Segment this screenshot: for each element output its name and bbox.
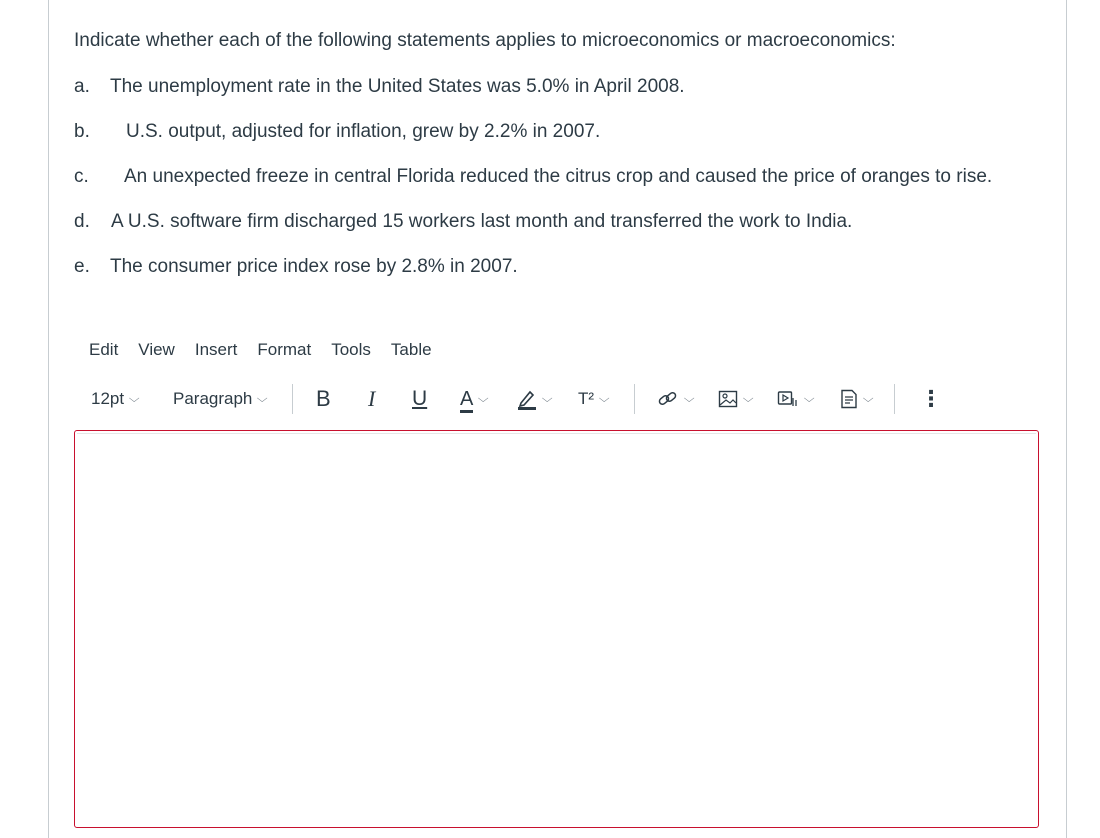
highlight-button[interactable]	[517, 380, 551, 418]
chevron-down-icon: ⌵	[541, 392, 553, 405]
highlight-icon	[517, 388, 537, 410]
media-icon	[777, 389, 799, 409]
menu-tools[interactable]: Tools	[331, 340, 371, 359]
text-color-icon	[460, 388, 473, 411]
chevron-down-icon: ⌵	[803, 392, 815, 405]
menu-table[interactable]: Table	[390, 340, 432, 359]
font-size-value: 12pt	[91, 389, 125, 408]
menu-edit[interactable]: Edit	[89, 340, 119, 359]
editor-menubar	[89, 340, 452, 360]
link-icon	[657, 389, 679, 409]
chevron-down-icon: ⌵	[683, 392, 695, 405]
block-format-value: Paragraph	[173, 389, 253, 408]
italic-button[interactable]	[368, 380, 375, 418]
chevron-down-icon: ⌵	[742, 392, 754, 405]
statement-letter: b.	[74, 121, 90, 142]
statement-text: A U.S. software firm discharged 15 workers last month and transferred the work to India.	[111, 211, 853, 232]
bold-button[interactable]	[316, 380, 331, 418]
statement-text: The unemployment rate in the United States was 5.0% in April 2008.	[110, 76, 685, 97]
page-frame-right	[1066, 0, 1067, 838]
menu-format[interactable]: Format	[257, 340, 312, 359]
bold-label: B	[316, 386, 331, 411]
chevron-down-icon: ⌵	[257, 392, 268, 405]
statement-text: U.S. output, adjusted for inflation, grew by 2.2% in 2007.	[126, 121, 601, 142]
menu-insert[interactable]: Insert	[194, 340, 238, 359]
italic-label: I	[368, 386, 376, 411]
text-color-label: A	[460, 387, 474, 410]
editor-content[interactable]	[77, 433, 1036, 825]
statement-letter: c.	[74, 166, 89, 187]
underline-button[interactable]	[412, 380, 427, 418]
media-button[interactable]	[777, 380, 813, 418]
more-icon: ⋮	[920, 386, 942, 411]
statement-letter: d.	[74, 211, 90, 232]
link-button[interactable]	[657, 380, 693, 418]
toolbar-separator	[292, 384, 293, 414]
rich-text-editor[interactable]	[74, 430, 1039, 828]
statement-letter: e.	[74, 256, 90, 277]
image-icon	[718, 389, 738, 409]
image-button[interactable]	[718, 380, 752, 418]
document-icon	[840, 389, 858, 409]
page-frame-left	[48, 0, 49, 838]
toolbar-separator	[894, 384, 895, 414]
toolbar-separator	[634, 384, 635, 414]
text-color-swatch	[460, 410, 473, 413]
font-size-select[interactable]	[91, 380, 138, 418]
more-options-button[interactable]	[920, 380, 942, 418]
chevron-down-icon: ⌵	[862, 392, 874, 405]
statement-text: An unexpected freeze in central Florida reduced the citrus crop and caused the price of oranges to rise.	[124, 166, 993, 187]
block-format-select[interactable]	[173, 380, 267, 418]
menu-view[interactable]: View	[138, 340, 175, 359]
statement-text: The consumer price index rose by 2.8% in 2007.	[110, 256, 518, 277]
document-button[interactable]	[840, 380, 872, 418]
chevron-down-icon: ⌵	[478, 392, 489, 405]
statement-letter: a.	[74, 76, 90, 97]
underline-label: U	[412, 387, 428, 410]
text-color-button[interactable]	[460, 380, 488, 418]
chevron-down-icon: ⌵	[128, 392, 140, 405]
question-prompt: Indicate whether each of the following statements applies to microeconomics or macroeconomics:	[74, 30, 896, 51]
editor-toolbar	[80, 380, 960, 418]
chevron-down-icon: ⌵	[598, 392, 610, 405]
superscript-icon: T²	[578, 389, 595, 408]
superscript-button[interactable]	[578, 380, 608, 418]
